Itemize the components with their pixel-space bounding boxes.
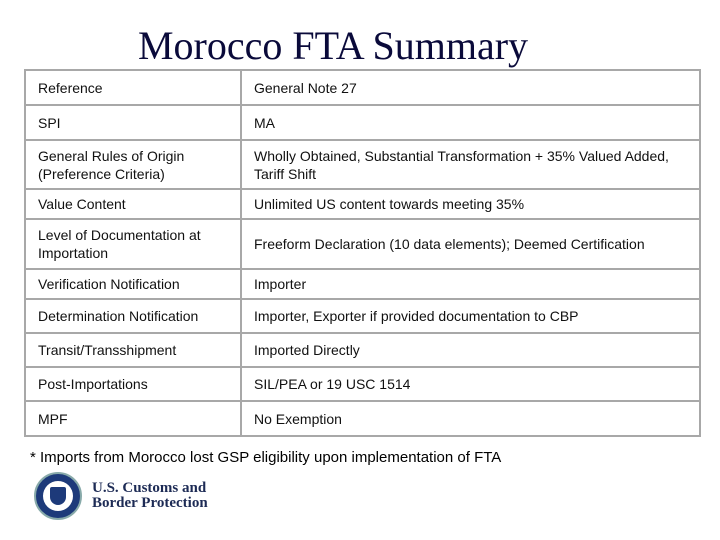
summary-table: [24, 69, 701, 437]
table-row: [25, 401, 700, 436]
row-label: MPF: [25, 401, 241, 436]
row-value: MA: [241, 105, 700, 140]
table-row: [25, 140, 700, 189]
row-value: Importer, Exporter if provided documentation to CBP: [241, 299, 700, 333]
table-row: [25, 367, 700, 401]
row-label: Post-Importations: [25, 367, 241, 401]
dhs-seal-icon: [34, 472, 82, 520]
row-value: SIL/PEA or 19 USC 1514: [241, 367, 700, 401]
row-value: Imported Directly: [241, 333, 700, 367]
table-row: [25, 269, 700, 299]
footnote: * Imports from Morocco lost GSP eligibility upon implementation of FTA: [30, 449, 502, 466]
page-title: Morocco FTA Summary: [137, 23, 529, 68]
row-value: Unlimited US content towards meeting 35%: [241, 189, 700, 219]
row-label: Value Content: [25, 189, 241, 219]
row-value: Freeform Declaration (10 data elements); Deemed Certification: [241, 219, 700, 269]
row-value: No Exemption: [241, 401, 700, 436]
row-value: General Note 27: [241, 70, 700, 105]
logo-line-1: U.S. Customs and: [92, 480, 207, 496]
table-row: [25, 105, 700, 140]
row-label: Verification Notification: [25, 269, 241, 299]
table-row: [25, 219, 700, 269]
cbp-logo: [34, 472, 208, 520]
row-label: Transit/Transshipment: [25, 333, 241, 367]
row-label: SPI: [25, 105, 241, 140]
row-label: Level of Documentation at Importation: [25, 219, 241, 269]
row-label: General Rules of Origin (Preference Criteria): [25, 140, 241, 189]
logo-line-2: Border Protection: [92, 495, 208, 511]
table-row: [25, 299, 700, 333]
table-row: [25, 189, 700, 219]
table-row: [25, 333, 700, 367]
row-label: Reference: [25, 70, 241, 105]
table-row: [25, 70, 700, 105]
row-value: Importer: [241, 269, 700, 299]
row-value: Wholly Obtained, Substantial Transformation + 35% Valued Added, Tariff Shift: [241, 140, 700, 189]
row-label: Determination Notification: [25, 299, 241, 333]
